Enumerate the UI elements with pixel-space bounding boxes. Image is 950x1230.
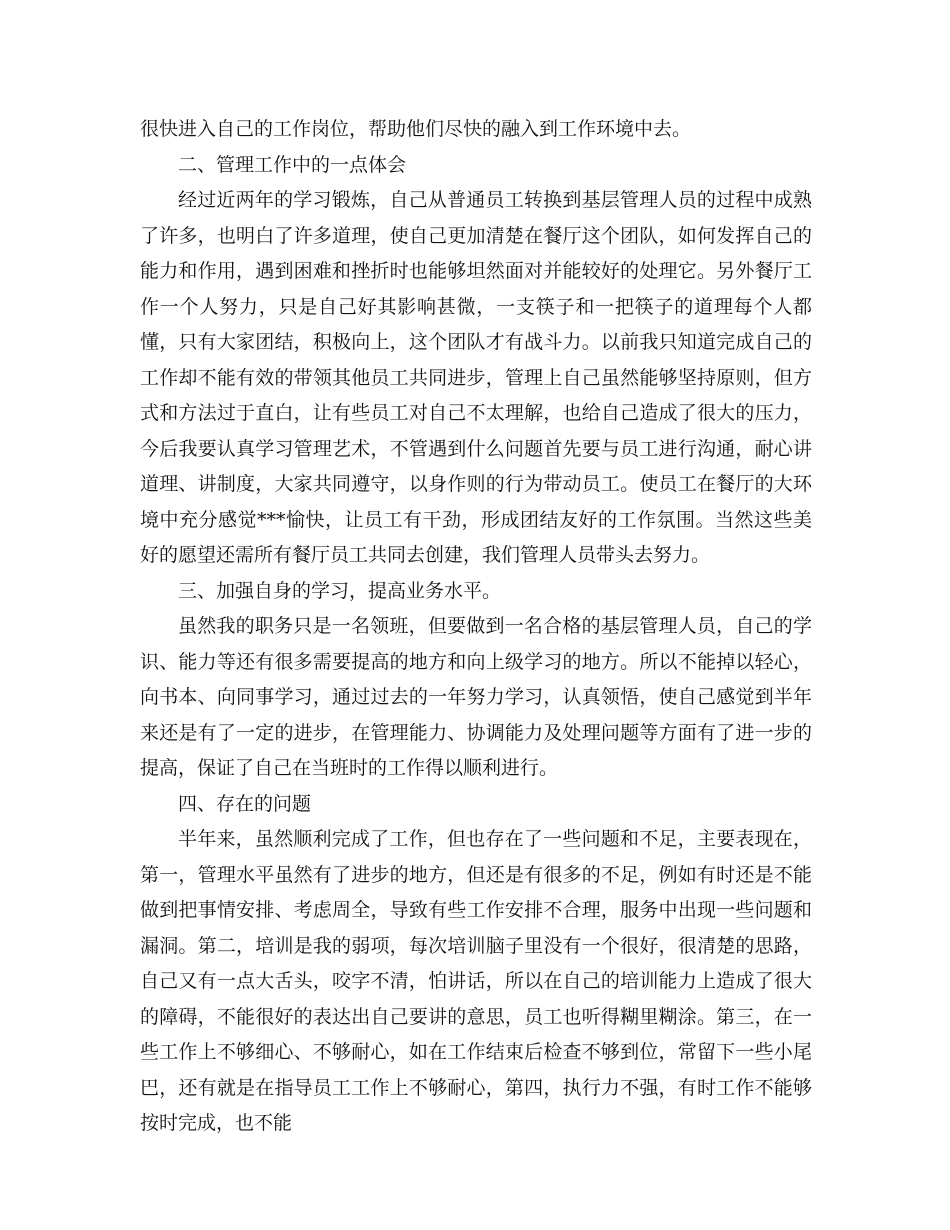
paragraph-existing-problems: 半年来，虽然顺利完成了工作，但也存在了一些问题和不足，主要表现在，第一，管理水平虽然有了进步的地方，但还是有很多的不足，例如有时还是不能做到把事情安排、考虑周全，导致有些工作安排不合理，服务中出现一些问题和漏洞。第二，培训是我的弱项，每次培训脑子里没有一个很好，很清楚的思路，自己又有一点大舌头，咬字不清，怕讲话，所以在自己的培训能力上造成了很大的障碍，不能很好的表达出自己要讲的意思，员工也听得糊里糊涂。第三，在一些工作上不够细心、不够耐心，如在工作结束后检查不够到位，常留下一些小尾巴，还有就是在指导员工工作上不够耐心，第四，执行力不强，有时工作不能够按时完成，也不能 (140, 828, 812, 1134)
paragraph-self-study: 虽然我的职务只是一名领班，但要做到一名合格的基层管理人员，自己的学识、能力等还有很多需要提高的地方和向上级学习的地方。所以不能掉以轻心，向书本、向同事学习，通过过去的一年努力学习，认真领悟，使自己感觉到半年来还是有了一定的进步，在管理能力、协调能力及处理问题等方面有了进一步的提高，保证了自己在当班时的工作得以顺利进行。 (140, 615, 812, 779)
section-heading-self-study: 三、加强自身的学习，提高业务水平。 (178, 579, 502, 602)
section-heading-existing-problems: 四、存在的问题 (178, 792, 312, 815)
paragraph-management-experience: 经过近两年的学习锻炼，自己从普通员工转换到基层管理人员的过程中成熟了许多，也明白了许多道理，使自己更加清楚在餐厅这个团队，如何发挥自己的能力和作用，遇到困难和挫折时也能够坦然面对并能较好的处理它。另外餐厅工作一个人努力，只是自己好其影响甚微，一支筷子和一把筷子的道理每个人都懂，只有大家团结，积极向上，这个团队才有战斗力。以前我只知道完成自己的工作却不能有效的带领其他员工共同进步，管理上自己虽然能够坚持原则，但方式和方法过于直白，让有些员工对自己不太理解，也给自己造成了很大的压力，今后我要认真学习管理艺术，不管遇到什么问题首先要与员工进行沟通，耐心讲道理、讲制度，大家共同遵守，以身作则的行为带动员工。使员工在餐厅的大环境中充分感觉***愉快，让员工有干劲，形成团结友好的工作氛围。当然这些美好的愿望还需所有餐厅员工共同去创建，我们管理人员带头去努力。 (140, 189, 812, 566)
section-heading-management-experience: 二、管理工作中的一点体会 (178, 153, 407, 176)
document-body (140, 112, 812, 1142)
paragraph-continuation: 很快进入自己的工作岗位，帮助他们尽快的融入到工作环境中去。 (140, 118, 692, 140)
